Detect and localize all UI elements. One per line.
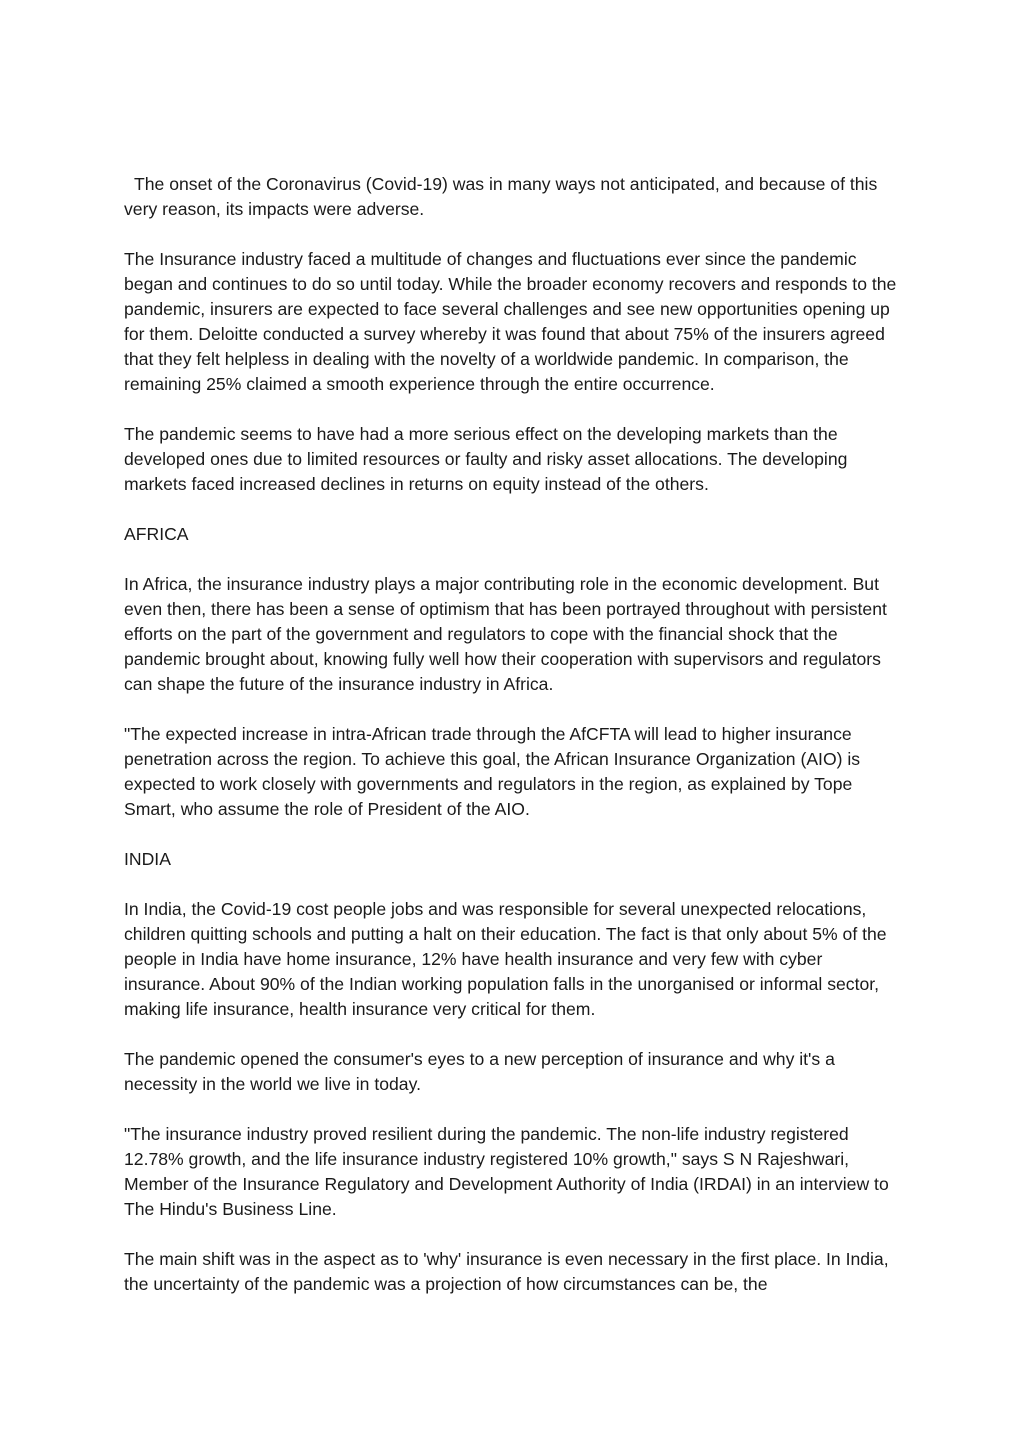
paragraph-irdai-quote: "The insurance industry proved resilient during the pandemic. The non-life industry registered 12.78% growth, and the life insurance industry registered 10% growth," says S N Rajeshwari, Member of the Insurance Regulatory and Development Authority of India (IRDAI) in an interview to The Hindu's Business Line. <box>124 1124 889 1219</box>
section-heading-india: INDIA <box>124 849 171 869</box>
document-body <box>124 172 904 1322</box>
paragraph-africa-industry: In Africa, the insurance industry plays a major contributing role in the economic development. But even then, there has been a sense of optimism that has been portrayed throughout with persistent efforts on the part of the government and regulators to cope with the financial shock that the pandemic brought about, knowing fully well how their cooperation with supervisors and regulators can shape the future of the insurance industry in Africa. <box>124 574 887 694</box>
paragraph-industry-changes: The Insurance industry faced a multitude of changes and fluctuations ever since the pandemic began and continues to do so until today. While the broader economy recovers and responds to the pandemic, insurers are expected to face several challenges and see new opportunities opening up for them. Deloitte conducted a survey whereby it was found that about 75% of the insurers agreed that they felt helpless in dealing with the novelty of a worldwide pandemic. In comparison, the remaining 25% claimed a smooth experience through the entire occurrence. <box>124 249 897 394</box>
paragraph-consumer-perception: The pandemic opened the consumer's eyes to a new perception of insurance and why it's a necessity in the world we live in today. <box>124 1049 835 1094</box>
paragraph-main-shift: The main shift was in the aspect as to 'why' insurance is even necessary in the first place. In India, the uncertainty of the pandemic was a projection of how circumstances can be, the <box>124 1249 889 1294</box>
paragraph-intro: The onset of the Coronavirus (Covid-19) was in many ways not anticipated, and because of this very reason, its impacts were adverse. <box>124 174 878 219</box>
paragraph-afcfta-quote: "The expected increase in intra-African trade through the AfCFTA will lead to higher insurance penetration across the region. To achieve this goal, the African Insurance Organization (AIO) is expected to work closely with governments and regulators in the region, as explained by Tope Smart, who assume the role of President of the AIO. <box>124 724 861 819</box>
paragraph-india-impact: In India, the Covid-19 cost people jobs and was responsible for several unexpected relocations, children quitting schools and putting a halt on their education. The fact is that only about 5% of the people in India have home insurance, 12% have health insurance and very few with cyber insurance. About 90% of the Indian working population falls in the unorganised or informal sector, making life insurance, health insurance very critical for them. <box>124 899 887 1019</box>
paragraph-developing-markets: The pandemic seems to have had a more serious effect on the developing markets than the developed ones due to limited resources or faulty and risky asset allocations. The developing markets faced increased declines in returns on equity instead of the others. <box>124 424 848 494</box>
section-heading-africa: AFRICA <box>124 524 189 544</box>
